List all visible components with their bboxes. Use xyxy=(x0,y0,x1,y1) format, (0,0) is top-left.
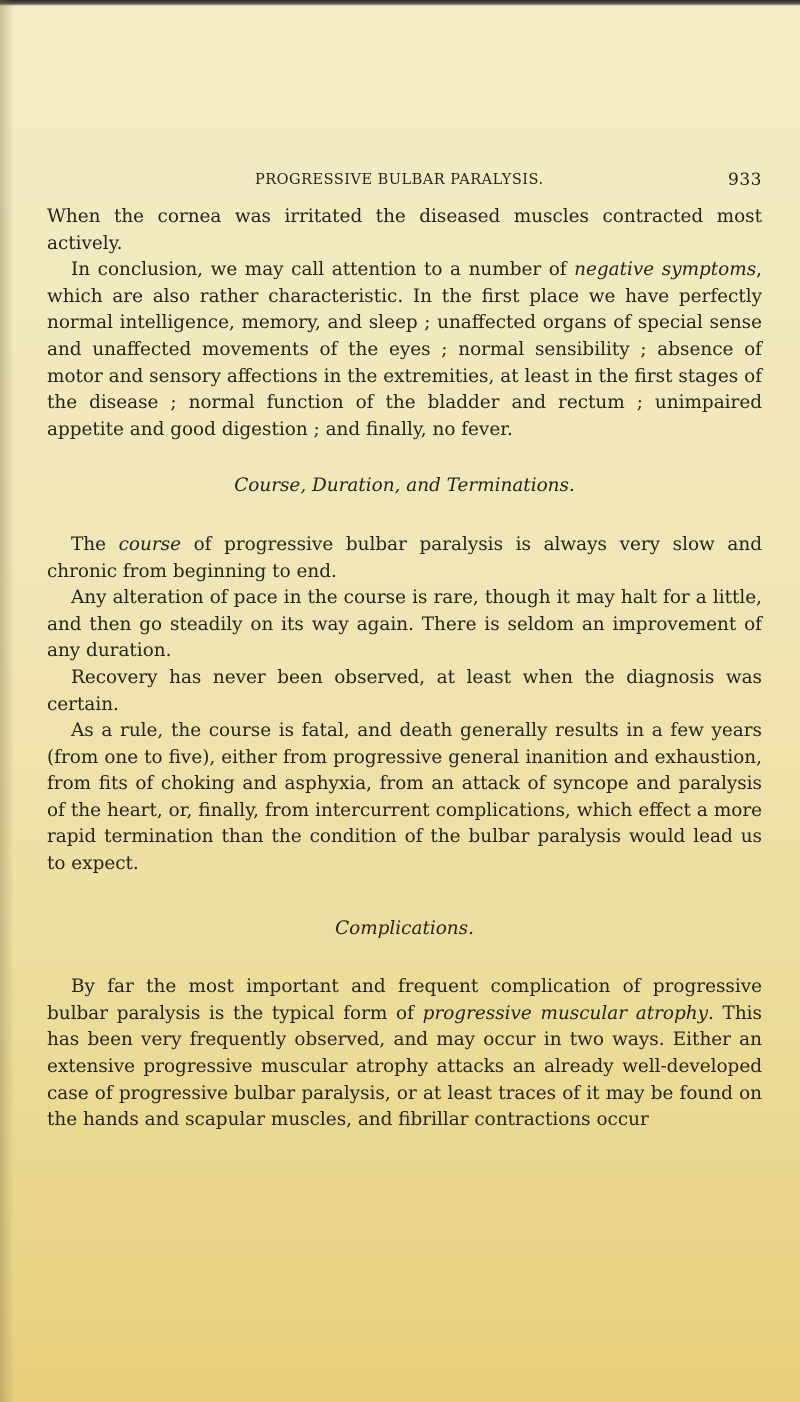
page-top-edge xyxy=(0,0,800,6)
paragraph-3-rest: of progressive bulbar paralysis is always very slow and chronic from beginning to end. xyxy=(47,533,762,582)
section-heading-course: Course, Duration, and Terminations. xyxy=(234,475,575,497)
paragraph-fatal-course: As a rule, the course is fatal, and death generally results in a few years (from one to five), either from progressive general inanition and exhaustion, from fits of choking and asphyxia, from an attack of syncope and paralysis of the heart, or, finally, from intercurrent complications, which effect a more rapid termination than the condition of the bulbar paralysis would lead us to expect. xyxy=(47,720,762,875)
paragraph-alteration: Any alteration of pace in the course is rare, though it may halt for a little, and then go steadily on its way again. There is seldom an improvement of any duration. xyxy=(47,587,762,662)
paragraph-2-start: In conclusion, we may call attention to a number of xyxy=(71,259,575,281)
paragraph-recovery: Recovery has never been observed, at least when the diagnosis was certain. xyxy=(47,666,762,715)
binding-shadow xyxy=(0,0,14,1402)
paragraph-complications xyxy=(47,974,762,1134)
muscular-atrophy-term: progressive muscular atrophy xyxy=(422,1002,708,1024)
paragraph-7-rest: . This has been very frequently observed, and may occur in two ways. Either an extensive progressive muscular atrophy attacks an already well-developed case of progressive bulbar paralysis, or at least traces of it may be found on the hands and scapular muscles, and fibrillar contractions occur xyxy=(47,1002,762,1131)
paragraph-negative-symptoms xyxy=(47,257,762,443)
negative-symptoms-term: negative symptoms xyxy=(574,259,757,281)
page-number: 933 xyxy=(728,170,762,190)
running-head xyxy=(47,170,762,204)
running-head-title: PROGRESSIVE BULBAR PARALYSIS. xyxy=(255,172,544,188)
paragraph-course xyxy=(47,532,762,585)
book-page xyxy=(47,170,762,1134)
section-heading-complications: Complications. xyxy=(335,917,474,939)
course-term: course xyxy=(118,533,181,555)
paragraph-2-rest: , which are also rather characteristic. In the first place we have perfectly normal intelligence, memory, and sleep ; unaffected organs of special sense and unaffected movements of the eyes ; normal sensibility ; absence of motor and sensory affections in the extremities, at least in the first stages of the disease ; normal function of the bladder and rectum ; unimpaired appetite and good digestion ; and finally, no fever. xyxy=(47,259,762,440)
paragraph-3-start: The xyxy=(71,533,119,555)
paragraph-7-start: By far the most important and frequent complication of progressive bulbar paralysis is the typical form of xyxy=(47,976,762,1024)
paragraph-1: When the cornea was irritated the diseased muscles contracted most actively. xyxy=(47,206,762,254)
